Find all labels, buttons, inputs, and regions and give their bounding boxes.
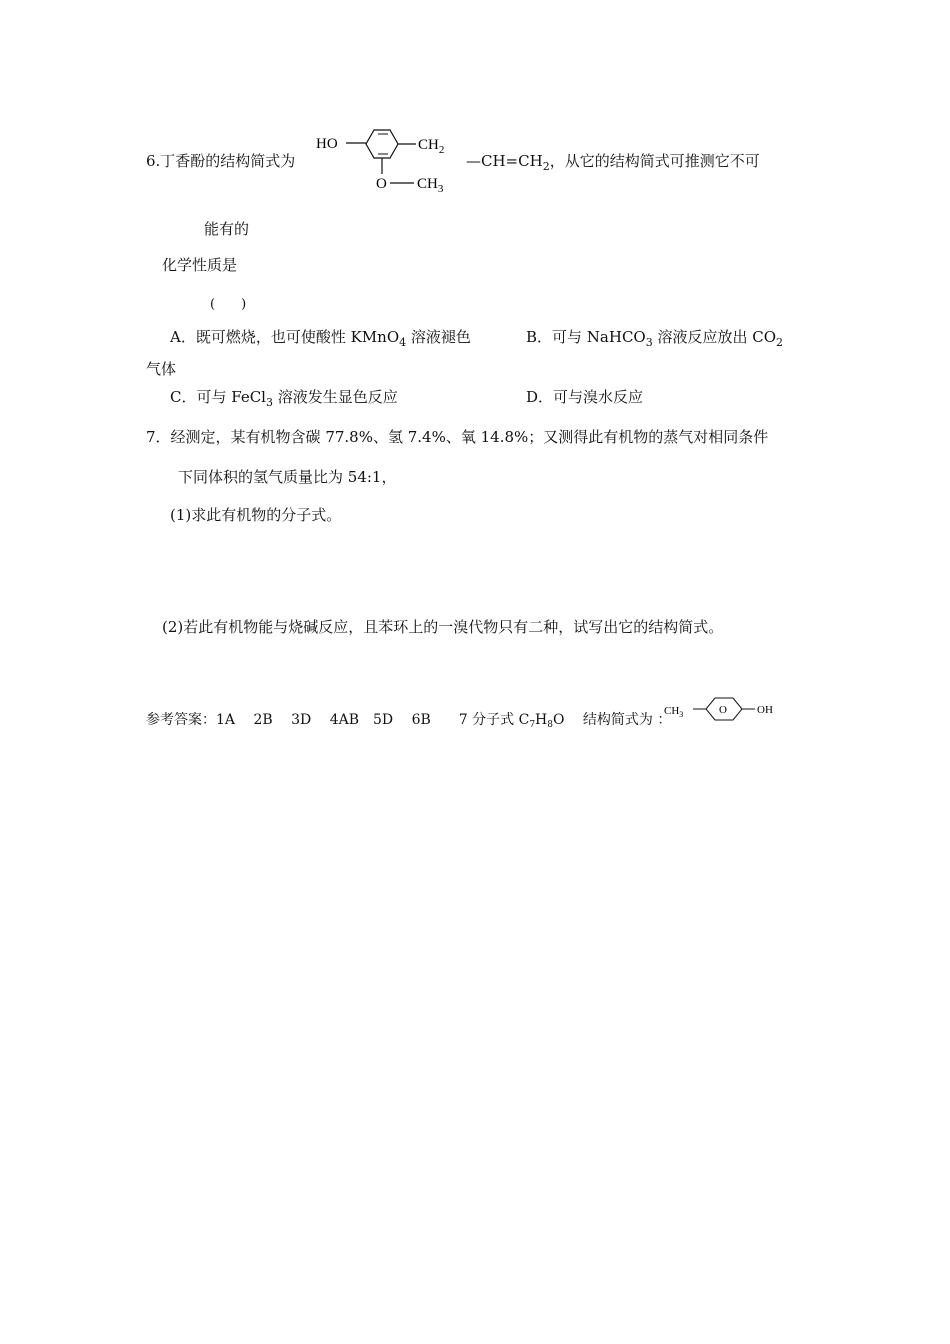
ho-label: HO <box>316 136 338 152</box>
q6-option-c: C．可与 FeCl$_3$ 溶液发生显色反应 <box>170 388 398 409</box>
q7-line1: 7．经测定，某有机物含碳 77.8%、氢 7.4%、氧 14.8%；又测得此有机物的蒸气对相同条件 <box>146 428 769 446</box>
q7-part1: (1)求此有机物的分子式。 <box>170 506 342 524</box>
q6-lead: 6.丁香酚的结构简式为 <box>146 152 296 170</box>
q6-line2: 能有的 <box>204 220 250 238</box>
q6-line3: 化学性质是 <box>162 256 238 274</box>
q7-part2: (2)若此有机物能与烧碱反应，且苯环上的一溴代物只有二种，试写出它的结构简式。 <box>162 618 724 636</box>
q6-option-d: D．可与溴水反应 <box>526 388 644 406</box>
answer-oh-label: OH <box>757 704 773 716</box>
q6-option-b: B．可与 NaHCO$_3$ 溶液反应放出 $CO_2$ <box>526 328 784 349</box>
eugenol-structure <box>314 122 464 202</box>
q6-after-struct: $—CH=CH_2$，从它的结构简式可推测它不可 <box>466 152 760 173</box>
answer-line: 参考答案：1A 2B 3D 4AB 5D 6B 7 分子式 $C_7H_8O$ 结构简式为 ： <box>146 712 672 730</box>
q6-option-a: A．既可燃烧，也可使酸性 KMnO$_4$ 溶液褪色 <box>170 328 471 349</box>
answer-ring-o: O <box>719 704 727 716</box>
ch2-label: $CH_2$ <box>418 137 445 156</box>
q7-line2: 下同体积的氢气质量比为 54:1， <box>178 468 397 486</box>
ch3-label: $CH_3$ <box>417 176 444 195</box>
p-cresol-structure <box>662 694 792 730</box>
o-label: O <box>376 176 387 192</box>
answer-ch3-label: $CH_3$ <box>664 705 684 719</box>
q6-answer-paren: ( ) <box>210 297 247 312</box>
q6-option-b-cont: 气体 <box>146 360 177 378</box>
